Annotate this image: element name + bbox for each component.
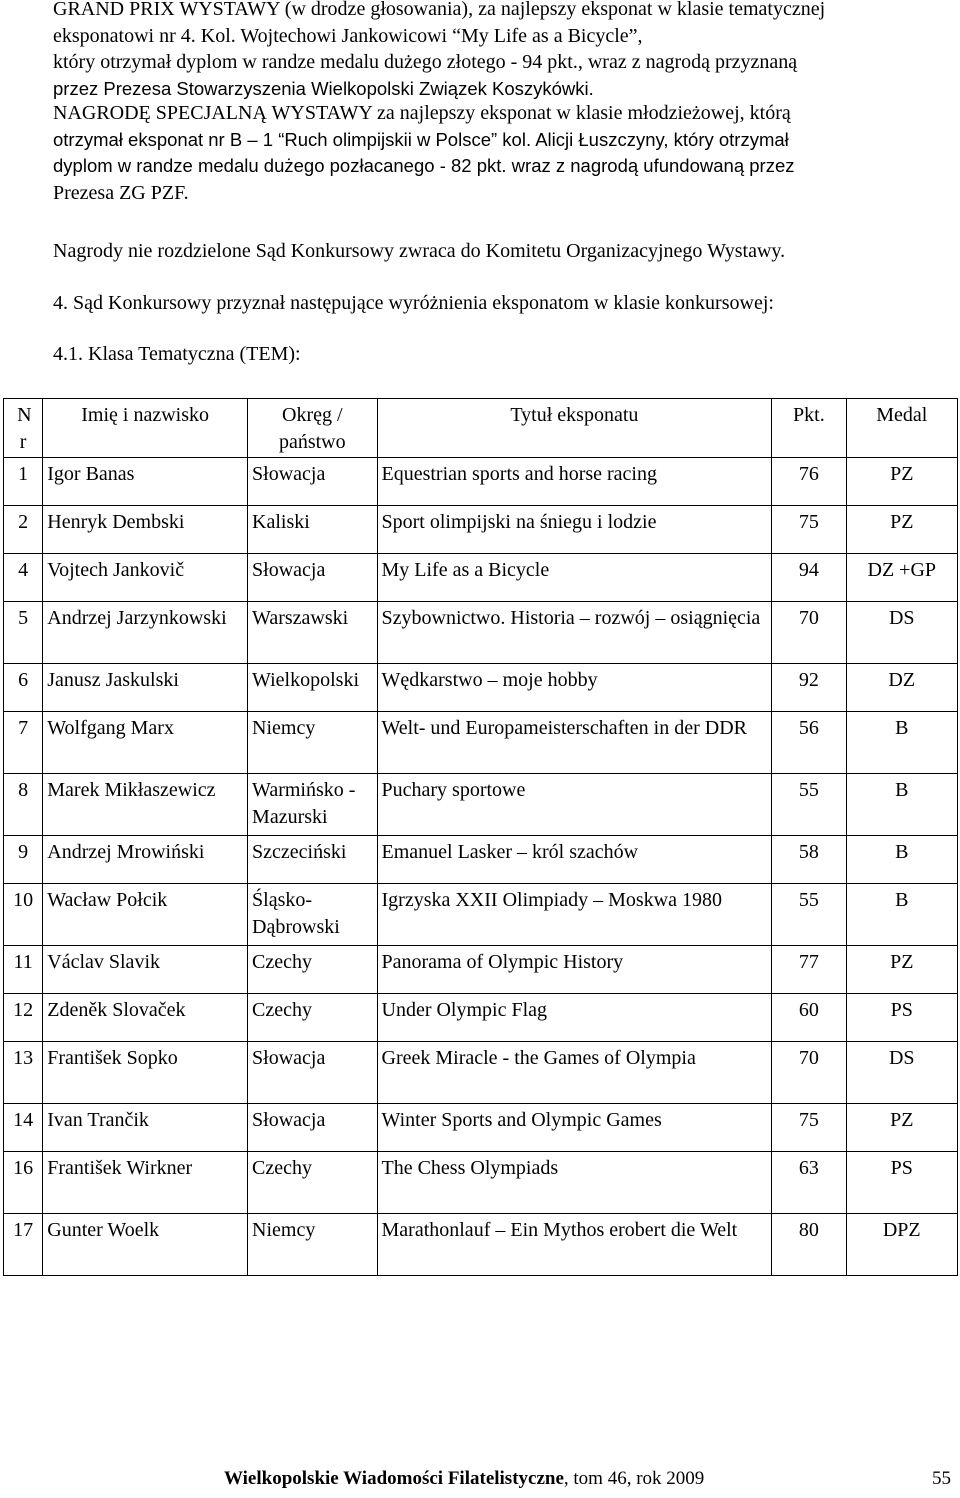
row-points: 94 (772, 554, 846, 602)
row-nr: 14 (4, 1104, 43, 1152)
row-title: Igrzyska XXII Olimpiady – Moskwa 1980 (377, 884, 772, 946)
row-nr: 5 (4, 602, 43, 664)
row-region: Wielkopolski (248, 664, 377, 712)
row-name: Andrzej Jarzynkowski (43, 602, 248, 664)
row-title: Marathonlauf – Ein Mythos erobert die Welt (377, 1214, 772, 1276)
row-points: 77 (772, 946, 846, 994)
text-line: NAGRODĘ SPECJALNĄ WYSTAWY za najlepszy eksponat w klasie młodzieżowej, którą (53, 102, 791, 124)
row-points: 56 (772, 712, 846, 774)
table-row (4, 554, 958, 602)
row-region: Warszawski (248, 602, 377, 664)
row-points: 55 (772, 884, 846, 946)
table-row (4, 946, 958, 994)
row-title: My Life as a Bicycle (377, 554, 772, 602)
grand-prix-paragraph (53, 0, 950, 102)
row-title: Wędkarstwo – moje hobby (377, 664, 772, 712)
row-title: Panorama of Olympic History (377, 946, 772, 994)
row-name: František Wirkner (43, 1152, 248, 1214)
row-medal: PZ (846, 1104, 957, 1152)
row-name: Ivan Trančik (43, 1104, 248, 1152)
row-title: Sport olimpijski na śniegu i lodzie (377, 506, 772, 554)
row-name: Gunter Woelk (43, 1214, 248, 1276)
row-points: 76 (772, 458, 846, 506)
row-points: 75 (772, 506, 846, 554)
table-row (4, 836, 958, 884)
text-line: przez Prezesa Stowarzyszenia Wielkopolski Związek Koszykówki. (53, 77, 594, 99)
row-medal: DS (846, 602, 957, 664)
row-points: 60 (772, 994, 846, 1042)
table-row (4, 774, 958, 836)
table-row (4, 1214, 958, 1276)
row-nr: 2 (4, 506, 43, 554)
section-4-heading: 4. Sąd Konkursowy przyznał następujące wyróżnienia eksponatom w klasie konkursowej: (53, 292, 774, 314)
page-number: 55 (932, 1468, 951, 1489)
table-row (4, 1104, 958, 1152)
row-name: Zdeněk Slovaček (43, 994, 248, 1042)
row-name: Wacław Połcik (43, 884, 248, 946)
row-medal: DZ (846, 664, 957, 712)
row-medal: B (846, 836, 957, 884)
text-line: który otrzymał dyplom w randze medalu dużego złotego - 94 pkt., wraz z nagrodą przyznaną (53, 51, 798, 73)
row-region: Szczeciński (248, 836, 377, 884)
text-line: eksponatowi nr 4. Kol. Wojtechowi Jankowicowi “My Life as a Bicycle”, (53, 24, 643, 47)
row-medal: DZ +GP (846, 554, 957, 602)
row-title: Equestrian sports and horse racing (377, 458, 772, 506)
row-region: Słowacja (248, 1104, 377, 1152)
row-points: 92 (772, 664, 846, 712)
publication-title: Wielkopolskie Wiadomości Filatelistyczne (224, 1468, 564, 1489)
row-region: Czechy (248, 994, 377, 1042)
row-region: Warmińsko -Mazurski (248, 774, 377, 836)
table-header-row (4, 399, 958, 458)
row-nr: 13 (4, 1042, 43, 1104)
row-title: Welt- und Europameisterschaften in der DDR (377, 712, 772, 774)
table-row (4, 1042, 958, 1104)
header-title: Tytuł eksponatu (377, 399, 772, 458)
row-medal: PS (846, 1152, 957, 1214)
row-medal: PS (846, 994, 957, 1042)
row-title: Greek Miracle - the Games of Olympia (377, 1042, 772, 1104)
thematic-class-table (3, 398, 958, 1276)
table-row (4, 884, 958, 946)
row-medal: PZ (846, 946, 957, 994)
row-name: Vojtech Jankovič (43, 554, 248, 602)
row-title: Winter Sports and Olympic Games (377, 1104, 772, 1152)
text-line: dyplom w randze medalu dużego pozłacanego - 82 pkt. wraz z nagrodą ufundowaną przez (53, 155, 795, 176)
row-region: Słowacja (248, 1042, 377, 1104)
row-nr: 12 (4, 994, 43, 1042)
row-medal: B (846, 712, 957, 774)
table-row (4, 506, 958, 554)
row-points: 58 (772, 836, 846, 884)
table-row (4, 712, 958, 774)
table-row (4, 602, 958, 664)
row-nr: 11 (4, 946, 43, 994)
header-region: Okręg / państwo (248, 399, 377, 458)
row-nr: 6 (4, 664, 43, 712)
header-nr: N r (4, 399, 43, 458)
row-nr: 8 (4, 774, 43, 836)
text-line: otrzymał eksponat nr B – 1 “Ruch olimpijskii w Polsce” kol. Alicji Łuszczyny, który otrzymał (53, 128, 789, 150)
row-points: 70 (772, 1042, 846, 1104)
row-name: Igor Banas (43, 458, 248, 506)
table-row (4, 994, 958, 1042)
row-name: Wolfgang Marx (43, 712, 248, 774)
row-title: Emanuel Lasker – król szachów (377, 836, 772, 884)
row-points: 63 (772, 1152, 846, 1214)
row-region: Kaliski (248, 506, 377, 554)
page-footer (224, 1468, 704, 1490)
text-line: Prezesa ZG PZF. (53, 181, 189, 204)
row-region: Czechy (248, 1152, 377, 1214)
header-points: Pkt. (772, 399, 846, 458)
table-row (4, 1152, 958, 1214)
row-name: Janusz Jaskulski (43, 664, 248, 712)
row-medal: PZ (846, 506, 957, 554)
undistributed-prizes-note: Nagrody nie rozdzielone Sąd Konkursowy zwraca do Komitetu Organizacyjnego Wystawy. (53, 240, 786, 262)
row-nr: 16 (4, 1152, 43, 1214)
row-name: Henryk Dembski (43, 506, 248, 554)
row-nr: 4 (4, 554, 43, 602)
row-nr: 9 (4, 836, 43, 884)
header-name: Imię i nazwisko (43, 399, 248, 458)
special-prize-paragraph (53, 100, 950, 206)
row-title: Under Olympic Flag (377, 994, 772, 1042)
row-name: Marek Mikłaszewicz (43, 774, 248, 836)
row-medal: B (846, 884, 957, 946)
row-medal: DPZ (846, 1214, 957, 1276)
row-nr: 1 (4, 458, 43, 506)
row-title: The Chess Olympiads (377, 1152, 772, 1214)
table-row (4, 458, 958, 506)
row-medal: PZ (846, 458, 957, 506)
publication-issue: , tom 46, rok 2009 (563, 1468, 705, 1489)
row-name: František Sopko (43, 1042, 248, 1104)
row-region: Niemcy (248, 712, 377, 774)
row-nr: 7 (4, 712, 43, 774)
row-title: Puchary sportowe (377, 774, 772, 836)
row-region: Czechy (248, 946, 377, 994)
row-name: Andrzej Mrowiński (43, 836, 248, 884)
row-points: 75 (772, 1104, 846, 1152)
section-4-1-heading: 4.1. Klasa Tematyczna (TEM): (53, 343, 301, 365)
table-row (4, 664, 958, 712)
row-region: Śląsko-Dąbrowski (248, 884, 377, 946)
row-points: 70 (772, 602, 846, 664)
header-medal: Medal (846, 399, 957, 458)
row-nr: 17 (4, 1214, 43, 1276)
row-region: Niemcy (248, 1214, 377, 1276)
row-nr: 10 (4, 884, 43, 946)
row-medal: DS (846, 1042, 957, 1104)
row-medal: B (846, 774, 957, 836)
row-region: Słowacja (248, 458, 377, 506)
row-title: Szybownictwo. Historia – rozwój – osiągnięcia (377, 602, 772, 664)
text-line: GRAND PRIX WYSTAWY (w drodze głosowania), za najlepszy eksponat w klasie tematycznej (53, 0, 826, 20)
row-region: Słowacja (248, 554, 377, 602)
row-points: 55 (772, 774, 846, 836)
row-points: 80 (772, 1214, 846, 1276)
row-name: Václav Slavik (43, 946, 248, 994)
